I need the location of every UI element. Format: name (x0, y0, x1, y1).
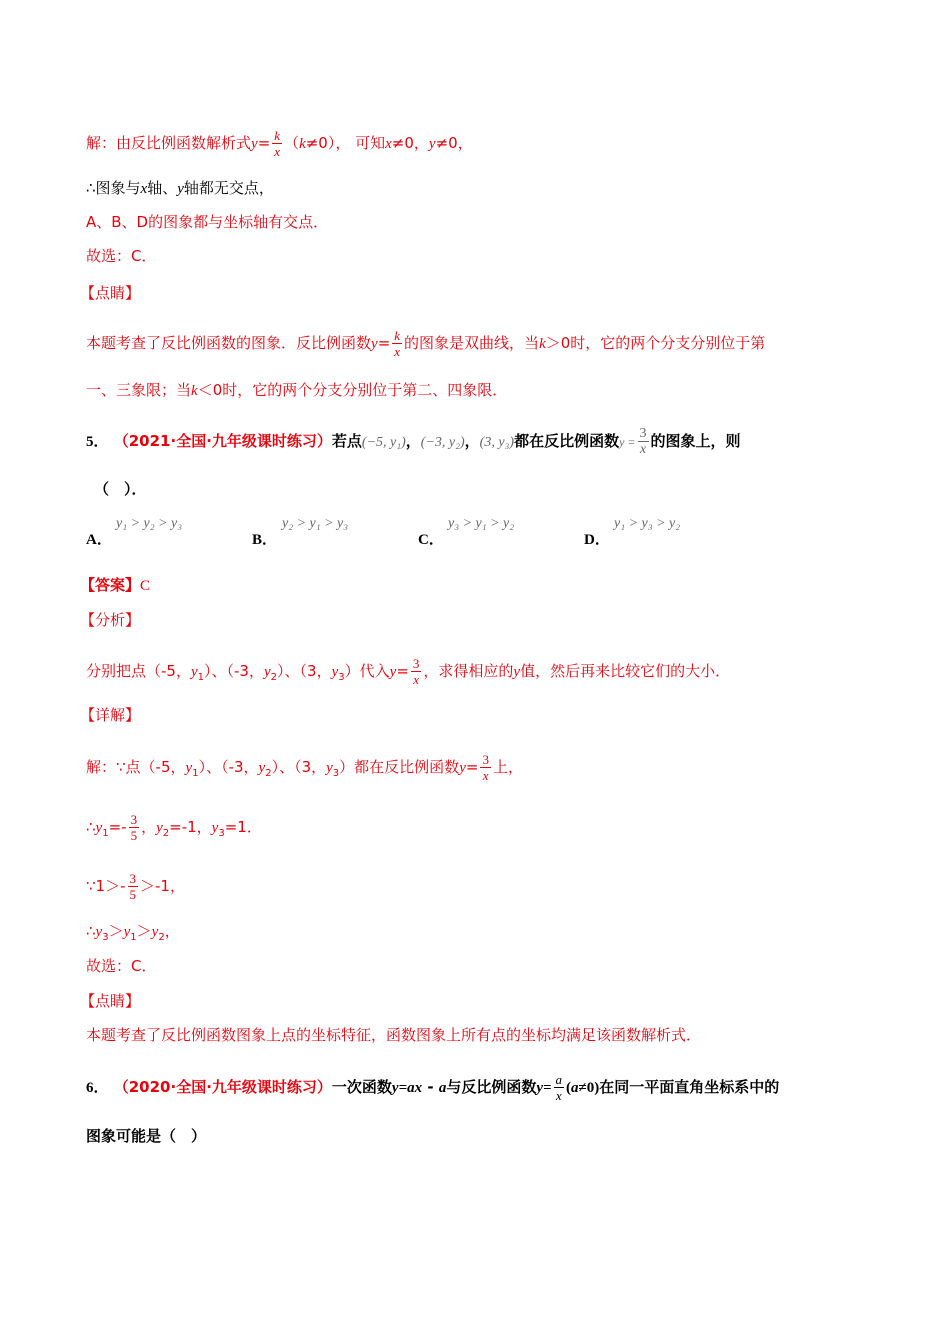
analysis-tag: 【分析】 (80, 611, 141, 629)
q4-note-line2: 一、三象限；当k＜0时，它的两个分支分别位于第二、四象限． (86, 381, 508, 399)
q4-solution-line1: 解：由反比例函数解析式y= $\frac{k}{x}$ （k≠0）， 可知x≠0，y≠0， (86, 128, 473, 159)
question-number: 6． (86, 1080, 109, 1096)
fraction-k-over-x: $\frac{k}{x}$ (274, 128, 281, 159)
q4-solution-choice: 故选：C． (86, 247, 157, 265)
q4-note-line1: 本题考查了反比例函数的图象．反比例函数y= $\frac{k}{x}$ 的图象是双曲线，当k＞0时，它的两个分支分别位于第 (86, 328, 766, 359)
detail-line2: $\therefore y_1=-$ $\frac{3}{5}$ ，$y_2=-1$，$y_3=1$． (86, 812, 262, 843)
q6-stem: 6． （2020·全国·九年级课时练习）一次函数y=ax - a与反比例函数y= $\frac{a}{x}$ (a≠0)在同一平面直角坐标系中的 (86, 1072, 780, 1103)
q5-paren: （ ）． (94, 480, 147, 498)
q5-choice: 故选：C． (86, 957, 157, 975)
answer-line: 【答案】C (80, 576, 151, 594)
question-source: （2021·全国·九年级课时练习） (113, 432, 332, 450)
fraction-a-over-x: $\frac{a}{x}$ (555, 1072, 563, 1103)
q4-note-tag: 【点睛】 (80, 284, 141, 302)
detail-line4: $\therefore y_3>y_1>y_2$， (86, 922, 180, 943)
detail-line3: ∵1＞- $\frac{3}{5}$ ＞-1， (86, 871, 185, 902)
detail-line1: 解：∵点（-5，$y_1$）、（-3，$y_2$）、（3，$y_3$）都在反比例函数y= $\frac{3}{x}$ 上， (86, 752, 523, 783)
q5-stem: 5． （2021·全国·九年级课时练习）若点(−5, y₁)，(−3, y₂)，(3, y₃)都在反比例函数y = $\frac{3}{x}$ 的图象上，则 (86, 426, 741, 457)
detail-tag: 【详解】 (80, 706, 141, 724)
fraction-k-over-x: $\frac{k}{x}$ (394, 328, 401, 359)
fraction-3-over-5: $\frac{3}{5}$ (129, 871, 136, 902)
q5-note-tag: 【点睛】 (80, 992, 141, 1010)
fraction-3-over-x: $\frac{3}{x}$ (412, 656, 420, 687)
analysis-text: 分别把点（-5，$y_1$）、（-3，$y_2$）、（3，$y_3$）代入y= $\frac{3}{x}$ ，求得相应的y值，然后再来比较它们的大小． (86, 656, 731, 687)
question-number: 5． (86, 434, 109, 450)
q6-stem-line2: 图象可能是（ ） (86, 1127, 207, 1145)
fraction-3-over-5: $\frac{3}{5}$ (130, 812, 138, 843)
fraction-3-over-x: $\frac{3}{x}$ (639, 426, 647, 457)
fraction-3-over-x: $\frac{3}{x}$ (482, 752, 489, 783)
q4-solution-line3: A、B、D的图象都与坐标轴有交点． (86, 213, 329, 231)
question-source: （2020·全国·九年级课时练习） (113, 1078, 332, 1096)
q4-solution-line2: ∴图象与x轴、y轴都无交点， (86, 179, 274, 197)
q5-note-text: 本题考查了反比例函数图象上点的坐标特征，函数图象上所有点的坐标均满足该函数解析式． (86, 1026, 702, 1044)
